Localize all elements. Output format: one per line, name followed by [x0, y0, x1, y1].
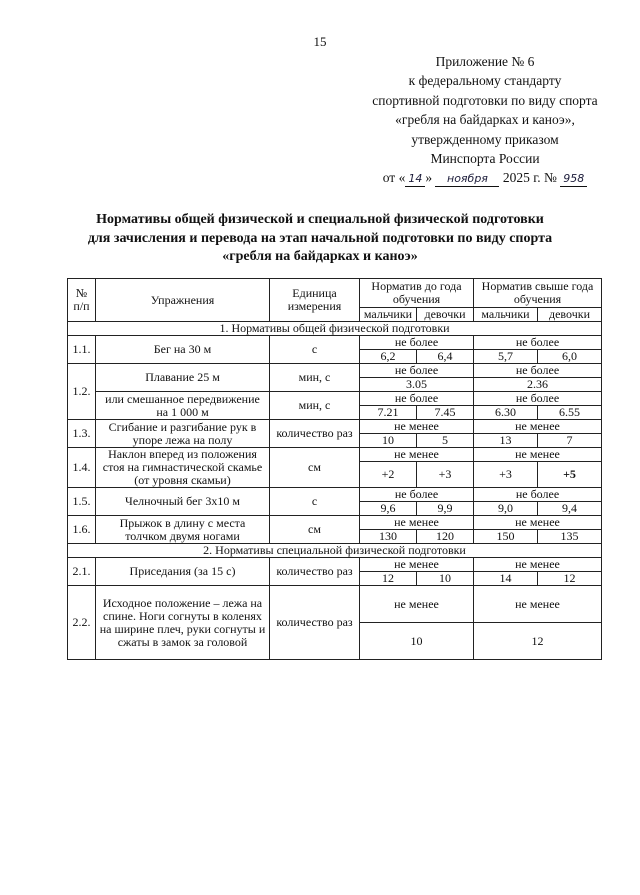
- title-line: Нормативы общей физической и специальной физической подготовки: [96, 212, 544, 227]
- condition-cell: не более: [360, 336, 474, 350]
- condition-cell: не менее: [474, 586, 602, 623]
- condition-cell: не менее: [360, 516, 474, 530]
- order-date-line: [340, 168, 630, 187]
- appendix-block: [340, 52, 630, 188]
- title-line: для зачисления и перевода на этап начальной подготовки по виду спорта: [87, 230, 553, 246]
- document-title: [0, 211, 640, 267]
- value-cell: 130: [360, 530, 417, 544]
- exercise-name: Наклон вперед из положения стоя на гимнастической скамье (от уровня скамьи): [96, 448, 270, 488]
- table-row: [68, 392, 602, 406]
- unit-cell: мин, с: [270, 392, 360, 420]
- header-row: [68, 279, 602, 308]
- value-cell: 6.30: [474, 406, 538, 420]
- condition-cell: не менее: [360, 448, 474, 462]
- value-cell: 5: [417, 434, 474, 448]
- value-cell: 6,0: [538, 350, 602, 364]
- condition-cell: не менее: [474, 420, 602, 434]
- value-cell: 135: [538, 530, 602, 544]
- table-row: [68, 516, 602, 530]
- unit-cell: с: [270, 336, 360, 364]
- row-number: 1.5.: [68, 488, 96, 516]
- exercise-name: Бег на 30 м: [96, 336, 270, 364]
- value-cell: 3.05: [360, 378, 474, 392]
- header-girls: девочки: [417, 308, 474, 322]
- unit-cell: количество раз: [270, 586, 360, 660]
- table-row: [68, 420, 602, 434]
- value-cell: +3: [417, 462, 474, 488]
- condition-cell: не более: [474, 364, 602, 378]
- exercise-name: Плавание 25 м: [96, 364, 270, 392]
- header-after-year: Норматив свыше года обучения: [474, 279, 602, 308]
- unit-cell: с: [270, 488, 360, 516]
- header-boys: мальчики: [360, 308, 417, 322]
- unit-cell: количество раз: [270, 420, 360, 448]
- condition-cell: не менее: [360, 558, 474, 572]
- condition-cell: не более: [360, 488, 474, 502]
- table-row: [68, 488, 602, 502]
- exercise-name: или смешанное передвижение на 1 000 м: [96, 392, 270, 420]
- value-cell: 6.55: [538, 406, 602, 420]
- row-number: 1.2.: [68, 364, 96, 420]
- appendix-line: утвержденному приказом: [411, 131, 559, 147]
- appendix-line: Минспорта России: [430, 151, 540, 167]
- unit-cell: см: [270, 448, 360, 488]
- exercise-name: Челночный бег 3х10 м: [96, 488, 270, 516]
- condition-cell: не более: [360, 364, 474, 378]
- header-unit: Единица измерения: [270, 279, 360, 322]
- appendix-title: Приложение № 6: [435, 54, 535, 69]
- value-cell: 10: [360, 434, 417, 448]
- exercise-name: Прыжок в длину с места толчком двумя ногами: [96, 516, 270, 544]
- condition-cell: не менее: [474, 558, 602, 572]
- value-cell: 2.36: [474, 378, 602, 392]
- condition-cell: не более: [474, 488, 602, 502]
- value-cell: 120: [417, 530, 474, 544]
- unit-cell: см: [270, 516, 360, 544]
- row-number: 1.4.: [68, 448, 96, 488]
- value-cell: 14: [474, 572, 538, 586]
- table-row: [68, 336, 602, 350]
- table-row: [68, 586, 602, 623]
- value-cell: 9,0: [474, 502, 538, 516]
- value-cell: 13: [474, 434, 538, 448]
- handwritten-month: ноября: [435, 172, 499, 187]
- value-cell: 12: [538, 572, 602, 586]
- row-number: 1.3.: [68, 420, 96, 448]
- header-num: № п/п: [68, 279, 96, 322]
- value-cell: 7.21: [360, 406, 417, 420]
- value-cell: 7.45: [417, 406, 474, 420]
- value-cell: 150: [474, 530, 538, 544]
- exercise-name: Исходное положение – лежа на спине. Ноги согнуты в коленях на ширине плеч, руки согнуты и сжаты в замок за головой: [96, 586, 270, 660]
- condition-cell: не менее: [474, 516, 602, 530]
- date-mid: »: [425, 170, 433, 186]
- value-cell: 7: [538, 434, 602, 448]
- value-cell: 9,9: [417, 502, 474, 516]
- value-cell: +2: [360, 462, 417, 488]
- year-text: 2025 г. №: [502, 170, 557, 186]
- value-cell: 9,6: [360, 502, 417, 516]
- value-cell: 5,7: [474, 350, 538, 364]
- unit-cell: количество раз: [270, 558, 360, 586]
- row-number: 1.1.: [68, 336, 96, 364]
- row-number: 2.1.: [68, 558, 96, 586]
- section-title: 2. Нормативы специальной физической подготовки: [68, 544, 602, 558]
- condition-cell: не менее: [360, 420, 474, 434]
- value-cell: 12: [474, 623, 602, 660]
- exercise-name: Сгибание и разгибание рук в упоре лежа на полу: [96, 420, 270, 448]
- value-cell: 10: [360, 623, 474, 660]
- condition-cell: не менее: [474, 448, 602, 462]
- header-exercise: Упражнения: [96, 279, 270, 322]
- value-cell: 9,4: [538, 502, 602, 516]
- exercise-name: Приседания (за 15 с): [96, 558, 270, 586]
- value-cell: 10: [417, 572, 474, 586]
- value-cell: 12: [360, 572, 417, 586]
- appendix-line: к федеральному стандарту: [408, 73, 562, 89]
- unit-cell: мин, с: [270, 364, 360, 392]
- condition-cell: не более: [474, 392, 602, 406]
- header-girls: девочки: [538, 308, 602, 322]
- value-cell: 6,2: [360, 350, 417, 364]
- section-row: [68, 322, 602, 336]
- title-line: «гребля на байдарках и каноэ»: [222, 249, 418, 264]
- table-row: [68, 364, 602, 378]
- date-prefix: от «: [382, 170, 406, 186]
- condition-cell: не более: [360, 392, 474, 406]
- condition-cell: не менее: [360, 586, 474, 623]
- appendix-line: спортивной подготовки по виду спорта: [372, 92, 598, 108]
- header-boys: мальчики: [474, 308, 538, 322]
- handwritten-order-number: 958: [560, 172, 587, 187]
- condition-cell: не более: [474, 336, 602, 350]
- row-number: 1.6.: [68, 516, 96, 544]
- page-number: 15: [313, 34, 327, 49]
- value-cell: 6,4: [417, 350, 474, 364]
- section-row: [68, 544, 602, 558]
- norms-table: [67, 278, 602, 660]
- appendix-line: «гребля на байдарках и каноэ»,: [395, 112, 575, 128]
- section-title: 1. Нормативы общей физической подготовки: [68, 322, 602, 336]
- table-row: [68, 558, 602, 572]
- row-number: 2.2.: [68, 586, 96, 660]
- value-cell: +3: [474, 462, 538, 488]
- table-row: [68, 448, 602, 462]
- header-before-year: Норматив до года обучения: [360, 279, 474, 308]
- handwritten-day: 14: [405, 172, 425, 187]
- value-cell: +5: [538, 462, 602, 488]
